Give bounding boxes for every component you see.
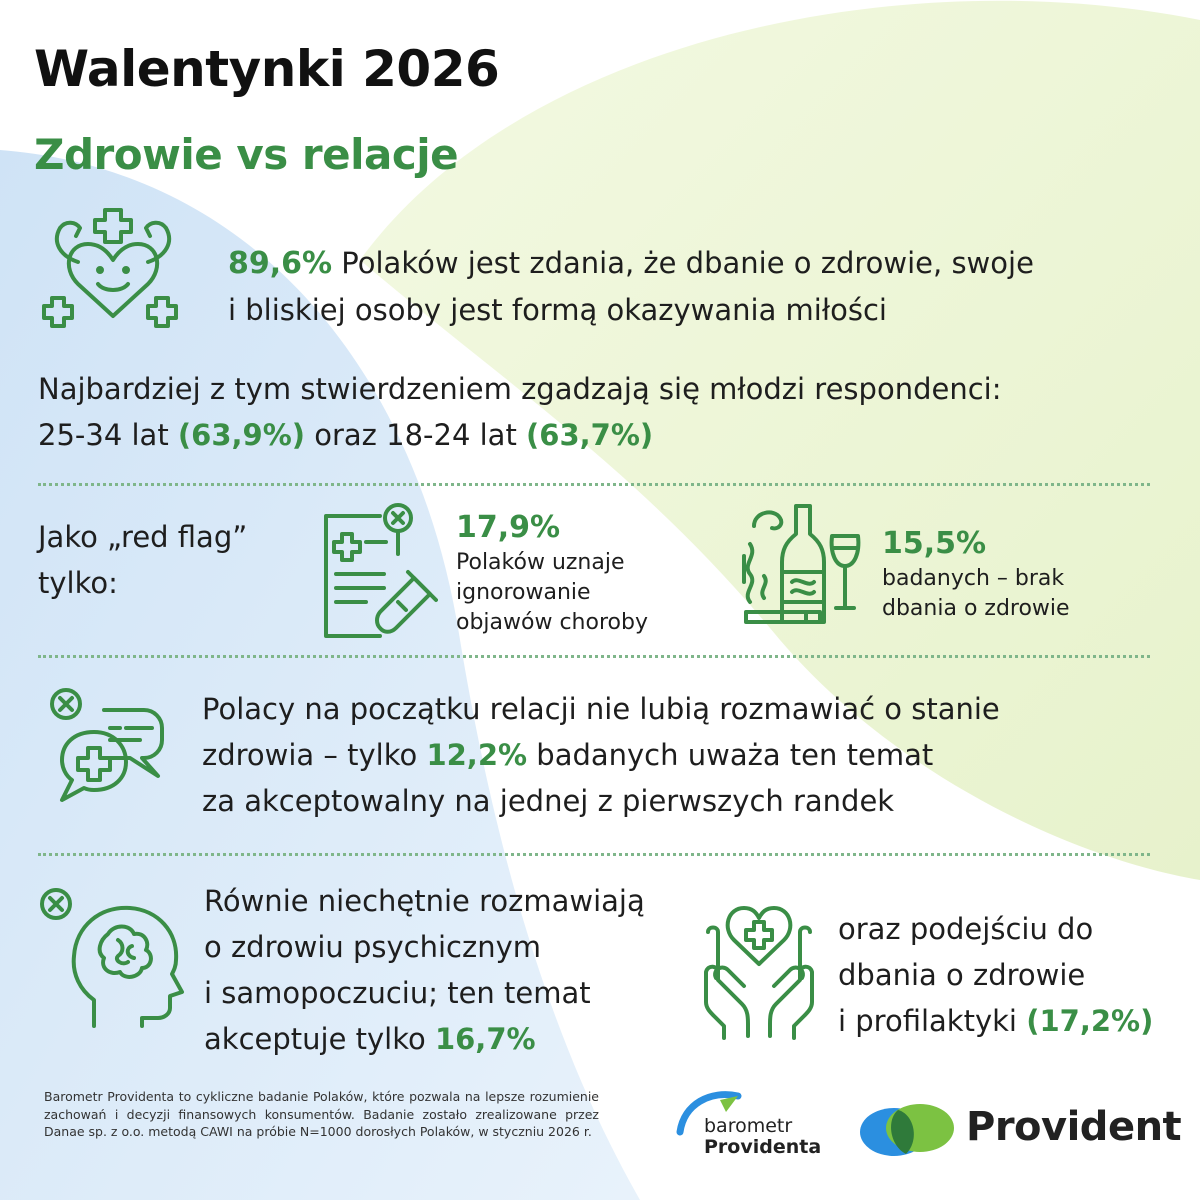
red-flag-no-health-care-line1: badanych – brak xyxy=(882,566,1065,591)
provident-logo xyxy=(858,1100,1182,1160)
provident-logo-text: Provident xyxy=(966,1104,1182,1150)
prevention-line3a: i profilaktyki xyxy=(838,1004,1027,1038)
barometr-logo-line2: Providenta xyxy=(704,1136,822,1158)
talk-stat-line2b: badanych uważa ten temat xyxy=(527,738,934,772)
prevention-pct: (17,2%) xyxy=(1026,1004,1154,1038)
young-pct-2: (63,7%) xyxy=(526,418,654,452)
talk-stat-line3: za akceptowalny na jednej z pierwszych randek xyxy=(202,784,895,818)
red-flag-no-health-care-pct: 15,5% xyxy=(882,526,987,561)
footnote: Barometr Providenta to cykliczne badanie Polaków, które pozwala na lepsze rozumienie zachowań i decyzji finansowych konsumentów. Badanie zostało zrealizowane przez Danae sp. z o.o. metodą CAWI na próbie N=1000 dorosłych Polaków, w styczniu 2026 r. xyxy=(44,1089,599,1139)
red-flag-no-health-care xyxy=(882,524,1152,624)
red-flag-no-health-care-line2: dbania o zdrowie xyxy=(882,596,1070,621)
mental-health-line1: Równie niechętnie rozmawiają xyxy=(204,884,645,918)
young-pct-1: (63,9%) xyxy=(177,418,306,452)
mental-health-line2: o zdrowiu psychicznym xyxy=(204,930,542,964)
prevention-text xyxy=(838,906,1168,1044)
red-flag-symptoms-line2: ignorowanie xyxy=(456,580,591,605)
divider xyxy=(38,483,1150,486)
young-age-group-1: 25-34 lat xyxy=(38,418,178,452)
red-flag-symptoms-line3: objawów choroby xyxy=(456,610,648,635)
mental-health-line4a: akceptuje tylko xyxy=(204,1022,435,1056)
talk-stat-pct: 12,2% xyxy=(426,738,528,772)
red-flag-symptoms-line1: Polaków uznaje xyxy=(456,550,625,575)
mental-health-pct: 16,7% xyxy=(434,1022,536,1056)
red-flag-label-line1: Jako „red flag” xyxy=(38,520,248,554)
mental-health-text xyxy=(204,878,684,1062)
prevention-line2: dbania o zdrowie xyxy=(838,958,1086,992)
talk-stat-line2a: zdrowia – tylko xyxy=(202,738,427,772)
barometr-logo-line1: barometr xyxy=(704,1115,793,1137)
page-subtitle: Zdrowie vs relacje xyxy=(34,130,459,179)
talk-stat-line1: Polacy na początku relacji nie lubią rozmawiać o stanie xyxy=(202,692,1000,726)
mental-health-line3: i samopoczuciu; ten temat xyxy=(204,976,591,1010)
red-flag-symptoms-pct: 17,9% xyxy=(456,510,561,545)
young-respondents-line1: Najbardziej z tym stwierdzeniem zgadzają się młodzi respondenci: xyxy=(38,372,1002,406)
divider xyxy=(38,853,1150,856)
young-respondents-text xyxy=(38,366,1168,458)
head-brain-icon xyxy=(36,884,186,1034)
red-flag-label xyxy=(38,514,247,606)
medical-report-icon xyxy=(318,502,438,647)
heart-muscle-icon xyxy=(38,206,188,336)
provident-logo-mark-icon xyxy=(858,1100,958,1160)
red-flag-symptoms xyxy=(456,508,696,638)
talk-stat-text xyxy=(202,686,1162,824)
stat-health-love-line2: i bliskiej osoby jest formą okazywania miłości xyxy=(228,293,887,327)
hands-heart-icon xyxy=(694,892,824,1042)
barometr-providenta-logo xyxy=(676,1086,836,1166)
alcohol-cigarette-icon xyxy=(736,498,866,633)
stat-health-love-pct: 89,6% xyxy=(228,246,333,281)
stat-health-love-line1: Polaków jest zdania, że dbanie o zdrowie, swoje xyxy=(332,246,1034,280)
red-flag-label-line2: tylko: xyxy=(38,566,118,600)
prevention-line1: oraz podejściu do xyxy=(838,912,1094,946)
page-title: Walentynki 2026 xyxy=(34,40,500,98)
stat-health-love xyxy=(228,240,1168,333)
young-age-group-2: oraz 18-24 lat xyxy=(305,418,527,452)
divider xyxy=(38,655,1150,658)
chat-medical-icon xyxy=(44,684,174,804)
